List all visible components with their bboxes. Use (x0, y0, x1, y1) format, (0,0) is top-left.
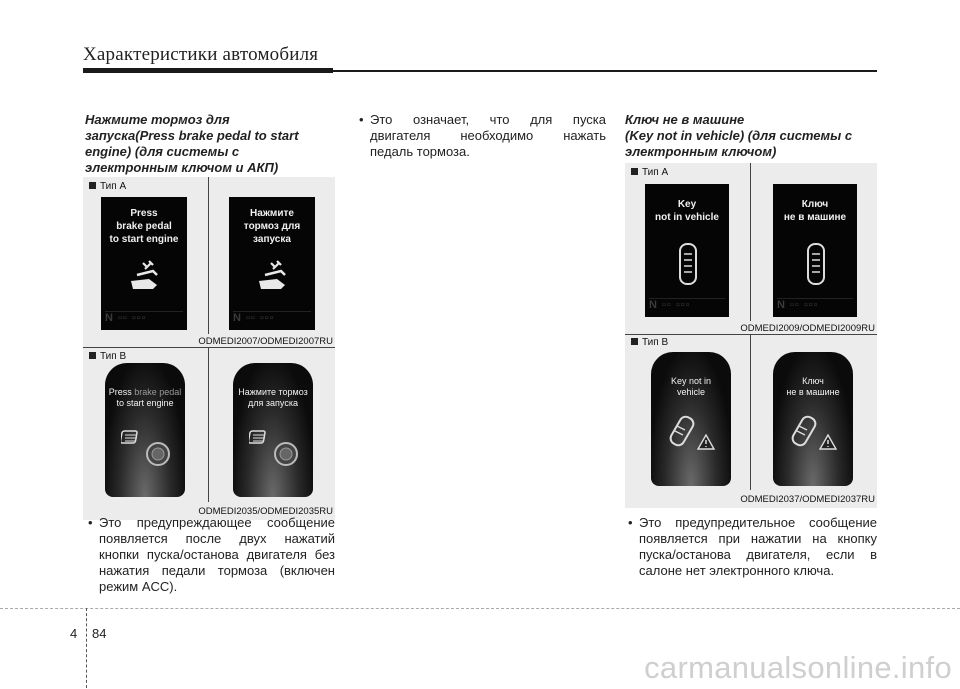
lcd-line: Key (677, 199, 697, 210)
figure-caption-type-b: ODMEDI2035/ODMEDI2035RU (198, 506, 333, 517)
bullet-line: • Это предупредительное сообщение (639, 515, 877, 530)
figure-caption-type-a: ODMEDI2009/ODMEDI2009RU (740, 323, 875, 334)
section-heading-brake (85, 112, 335, 176)
bullet-line: педаль тормоза. (370, 144, 470, 159)
foot-brake-icon (123, 259, 165, 293)
lcd-display-press-brake (101, 197, 187, 330)
warning-triangle-icon (819, 434, 837, 450)
smart-key-icon (787, 414, 821, 448)
pill-text-dim: brake pedal (131, 387, 182, 397)
figure-caption-rule (83, 347, 335, 348)
lcd-line: запуска (253, 234, 291, 245)
cluster-display-press-brake-ru (233, 363, 313, 497)
bullet-line: двигателя необходимо нажать (370, 128, 606, 143)
square-bullet-icon (89, 182, 96, 189)
square-bullet-icon (631, 338, 638, 345)
type-a-text: Тип A (100, 181, 127, 192)
figure-type-b-label (631, 337, 668, 348)
lcd-display-press-brake-ru (229, 197, 315, 330)
bullet-line: кнопки пуска/останова двигателя без (99, 547, 335, 562)
brake-pedal-icon (121, 427, 141, 447)
bullet-key-warning (625, 515, 877, 579)
lcd-line: brake pedal (116, 221, 172, 232)
lcd-display-key-not-in-vehicle-ru (773, 184, 857, 317)
heading-line: engine) (для системы с (85, 144, 240, 159)
bullet-brake-warning (85, 515, 335, 595)
lcd-line: Press (130, 208, 158, 219)
square-bullet-icon (89, 352, 96, 359)
header-rule-thick (83, 68, 333, 73)
lcd-line: to start engine (109, 234, 179, 245)
heading-line: запуска(Press brake pedal to start (85, 128, 299, 143)
pill-line: для запуска (248, 398, 298, 408)
bullet-brake-meaning (356, 112, 606, 160)
figure-type-a-label (631, 167, 668, 178)
heading-line: (Key not in vehicle) (для системы с (625, 128, 853, 143)
type-b-text: Тип B (642, 337, 669, 348)
start-button-icon (273, 441, 299, 467)
figure-divider (750, 163, 751, 321)
lcd-line: Ключ (801, 199, 829, 210)
smart-key-icon (665, 414, 699, 448)
figure-caption-rule (625, 334, 877, 335)
page-number: 84 (92, 626, 107, 641)
column-key-not-in-vehicle (625, 112, 877, 160)
column-brake-message (85, 112, 335, 176)
bullet-line: появляется при нажатии на кнопку (639, 531, 877, 546)
heading-line: электронным ключом) (625, 144, 777, 159)
foot-brake-icon (251, 259, 293, 293)
brake-pedal-icon (249, 427, 269, 447)
pill-line: не в машине (786, 387, 840, 397)
figure-divider (208, 177, 209, 334)
header-rule-thin (333, 70, 877, 72)
start-button-icon (145, 441, 171, 467)
bullet-line: • Это означает, что для пуска (370, 112, 606, 127)
bullet-line: нажатия педали тормоза (включен (99, 563, 335, 578)
figure-divider (750, 335, 751, 490)
figure-type-a-label (89, 181, 126, 192)
pill-line (105, 387, 185, 398)
heading-line: электронным ключом и АКП) (85, 160, 279, 175)
pill-line: vehicle (676, 387, 705, 397)
lcd-line: тормоз для (243, 221, 301, 232)
cluster-display-press-brake (105, 363, 185, 497)
lcd-status-strip: N ▫▫ ▫▫▫ (777, 298, 853, 312)
lcd-display-key-not-in-vehicle (645, 184, 729, 317)
footer-separator (86, 608, 87, 688)
type-a-text: Тип A (642, 167, 669, 178)
pill-text-bright: Press (108, 387, 132, 397)
cluster-display-key-not-in-vehicle-ru (773, 352, 853, 486)
section-number: 4 (70, 626, 78, 641)
footer-rule (0, 608, 960, 609)
heading-line: Ключ не в машине (625, 112, 745, 127)
bullet-line: появляется после двух нажатий (99, 531, 335, 546)
pill-line: Нажмите тормоз (238, 387, 308, 397)
figure-type-b-label (89, 351, 126, 362)
lcd-line: Нажмите (250, 208, 294, 219)
smart-key-icon (677, 242, 699, 286)
lcd-line: не в машине (783, 212, 847, 223)
figure-caption-type-a: ODMEDI2007/ODMEDI2007RU (198, 336, 333, 347)
type-b-text: Тип B (100, 351, 127, 362)
bullet-line: • Это предупреждающее сообщение (99, 515, 335, 530)
pill-line: Key not in (670, 376, 712, 386)
bullet-line: режим ACC). (99, 579, 178, 594)
pill-line: Ключ (802, 376, 824, 386)
smart-key-icon (805, 242, 827, 286)
watermark: carmanualsonline.info (644, 650, 952, 685)
figure-divider (208, 348, 209, 502)
page-header-title: Характеристики автомобиля (83, 44, 319, 65)
cluster-display-key-not-in-vehicle (651, 352, 731, 486)
bullet-line: салоне нет электронного ключа. (639, 563, 835, 578)
warning-triangle-icon (697, 434, 715, 450)
figure-key-displays (625, 163, 877, 508)
lcd-status-strip: N ▫▫ ▫▫▫ (105, 311, 183, 325)
bullet-line: пуска/останова двигателя, если в (639, 547, 877, 562)
section-heading-key (625, 112, 877, 160)
lcd-line: not in vehicle (655, 212, 719, 223)
square-bullet-icon (631, 168, 638, 175)
pill-line: to start engine (116, 398, 174, 408)
figure-brake-displays (83, 177, 335, 520)
lcd-status-strip: N ▫▫ ▫▫▫ (649, 298, 725, 312)
figure-caption-type-b: ODMEDI2037/ODMEDI2037RU (740, 494, 875, 505)
heading-line: Нажмите тормоз для (85, 112, 230, 127)
lcd-status-strip: N ▫▫ ▫▫▫ (233, 311, 311, 325)
